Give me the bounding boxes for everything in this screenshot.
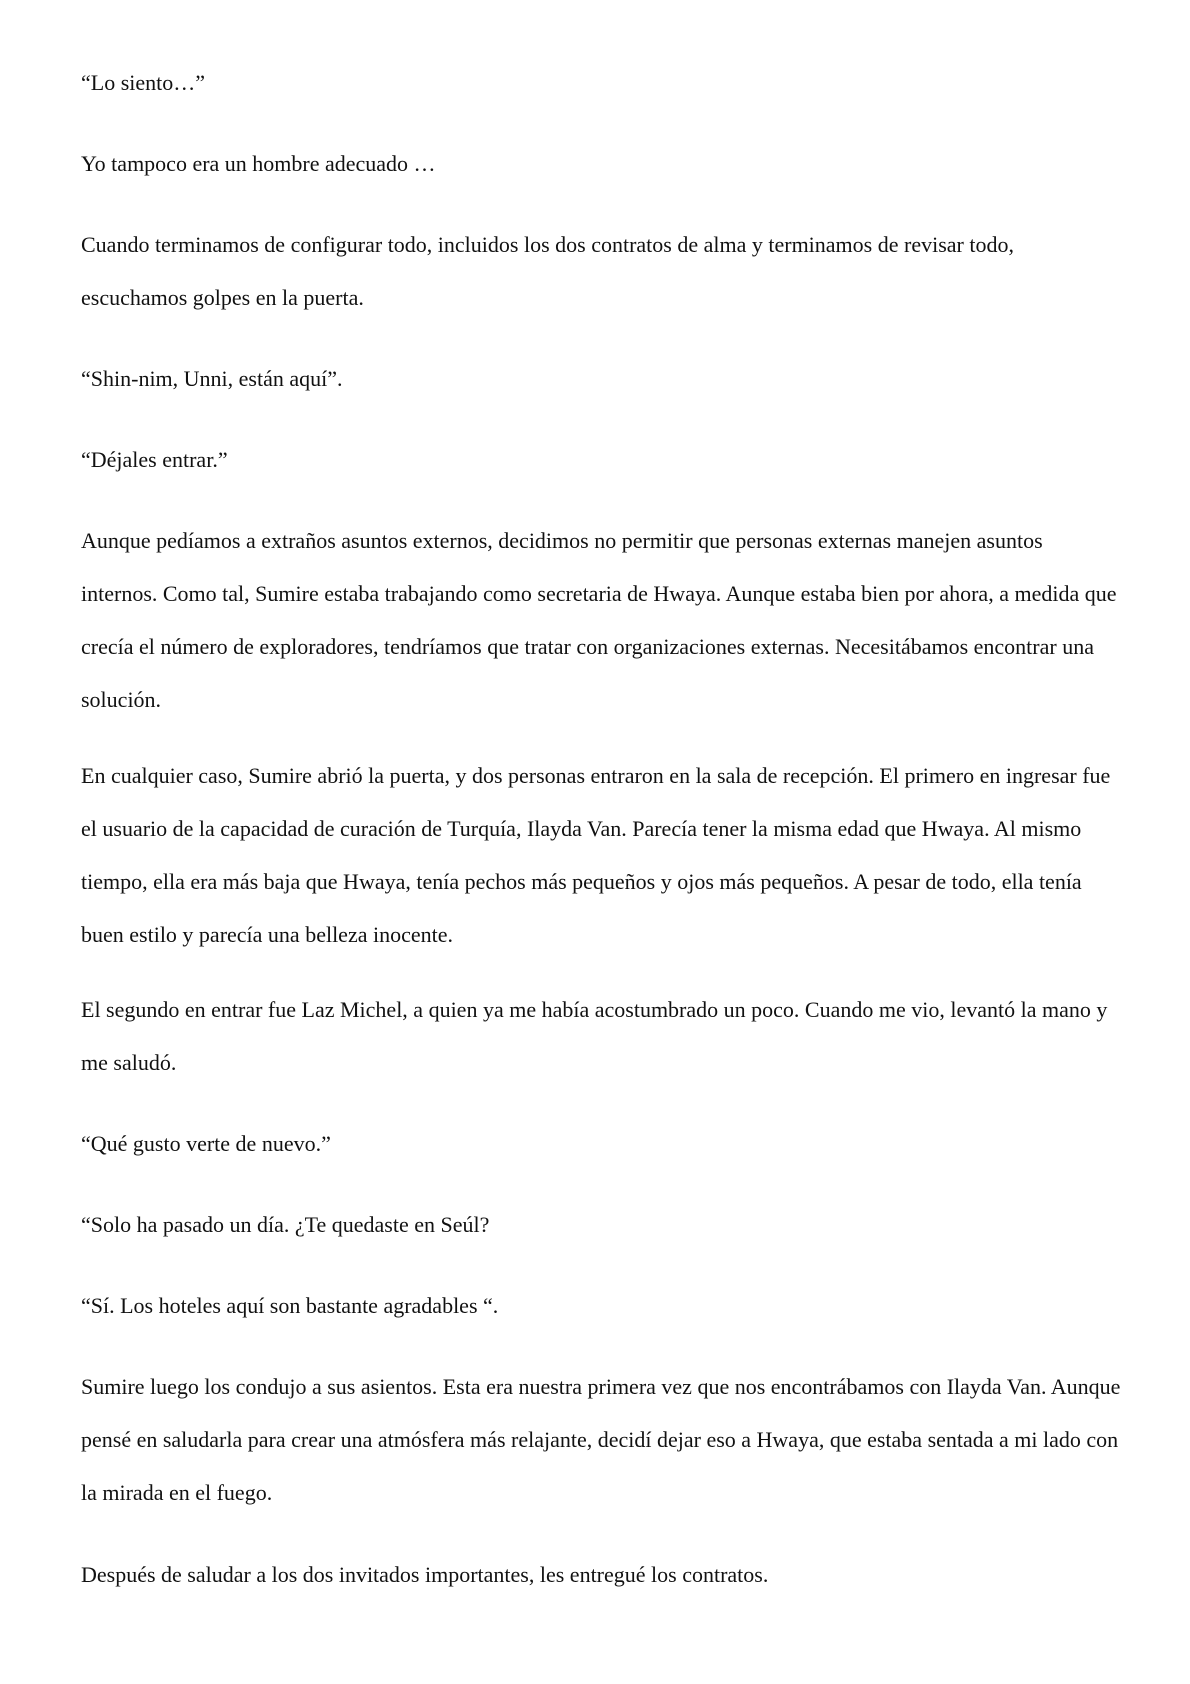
paragraph-8: El segundo en entrar fue Laz Michel, a quien ya me había acostumbrado un poco. Cuando me vio, levantó la mano y me saludó. [81,997,1108,1075]
paragraph-1: “Lo siento…” [81,70,206,95]
paragraph-7: En cualquier caso, Sumire abrió la puerta, y dos personas entraron en la sala de recepción. El primero en ingresar fue el usuario de la capacidad de curación de Turquía, Ilayda Van. Parecía tener la misma edad que Hwaya. Al mismo tiempo, ella era más baja que Hwaya, tenía pechos más pequeños y ojos más pequeños. A pesar de todo, ella tenía buen estilo y parecía una belleza inocente. [81,763,1111,947]
paragraph-2: Yo tampoco era un hombre adecuado … [81,151,436,176]
paragraph-5: “Déjales entrar.” [81,447,228,472]
paragraph-10: “Solo ha pasado un día. ¿Te quedaste en Seúl? [81,1212,490,1237]
paragraph-4: “Shin-nim, Unni, están aquí”. [81,366,343,391]
paragraph-3: Cuando terminamos de configurar todo, incluidos los dos contratos de alma y terminamos de revisar todo, escuchamos golpes en la puerta. [81,232,1014,310]
paragraph-13: Después de saludar a los dos invitados importantes, les entregué los contratos. [81,1562,769,1587]
paragraph-9: “Qué gusto verte de nuevo.” [81,1131,331,1156]
paragraph-6: Aunque pedíamos a extraños asuntos externos, decidimos no permitir que personas externas manejen asuntos internos. Como tal, Sumire estaba trabajando como secretaria de Hwaya. Aunque estaba bien por ahora, a medida que crecía el número de exploradores, tendríamos que tratar con organizaciones externas. Necesitábamos encontrar una solución. [81,528,1117,712]
paragraph-12: Sumire luego los condujo a sus asientos. Esta era nuestra primera vez que nos encontrábamos con Ilayda Van. Aunque pensé en saludarla para crear una atmósfera más relajante, decidí dejar eso a Hwaya, que estaba sentada a mi lado con la mirada en el fuego. [81,1374,1121,1505]
paragraph-11: “Sí. Los hoteles aquí son bastante agradables “. [81,1293,499,1318]
